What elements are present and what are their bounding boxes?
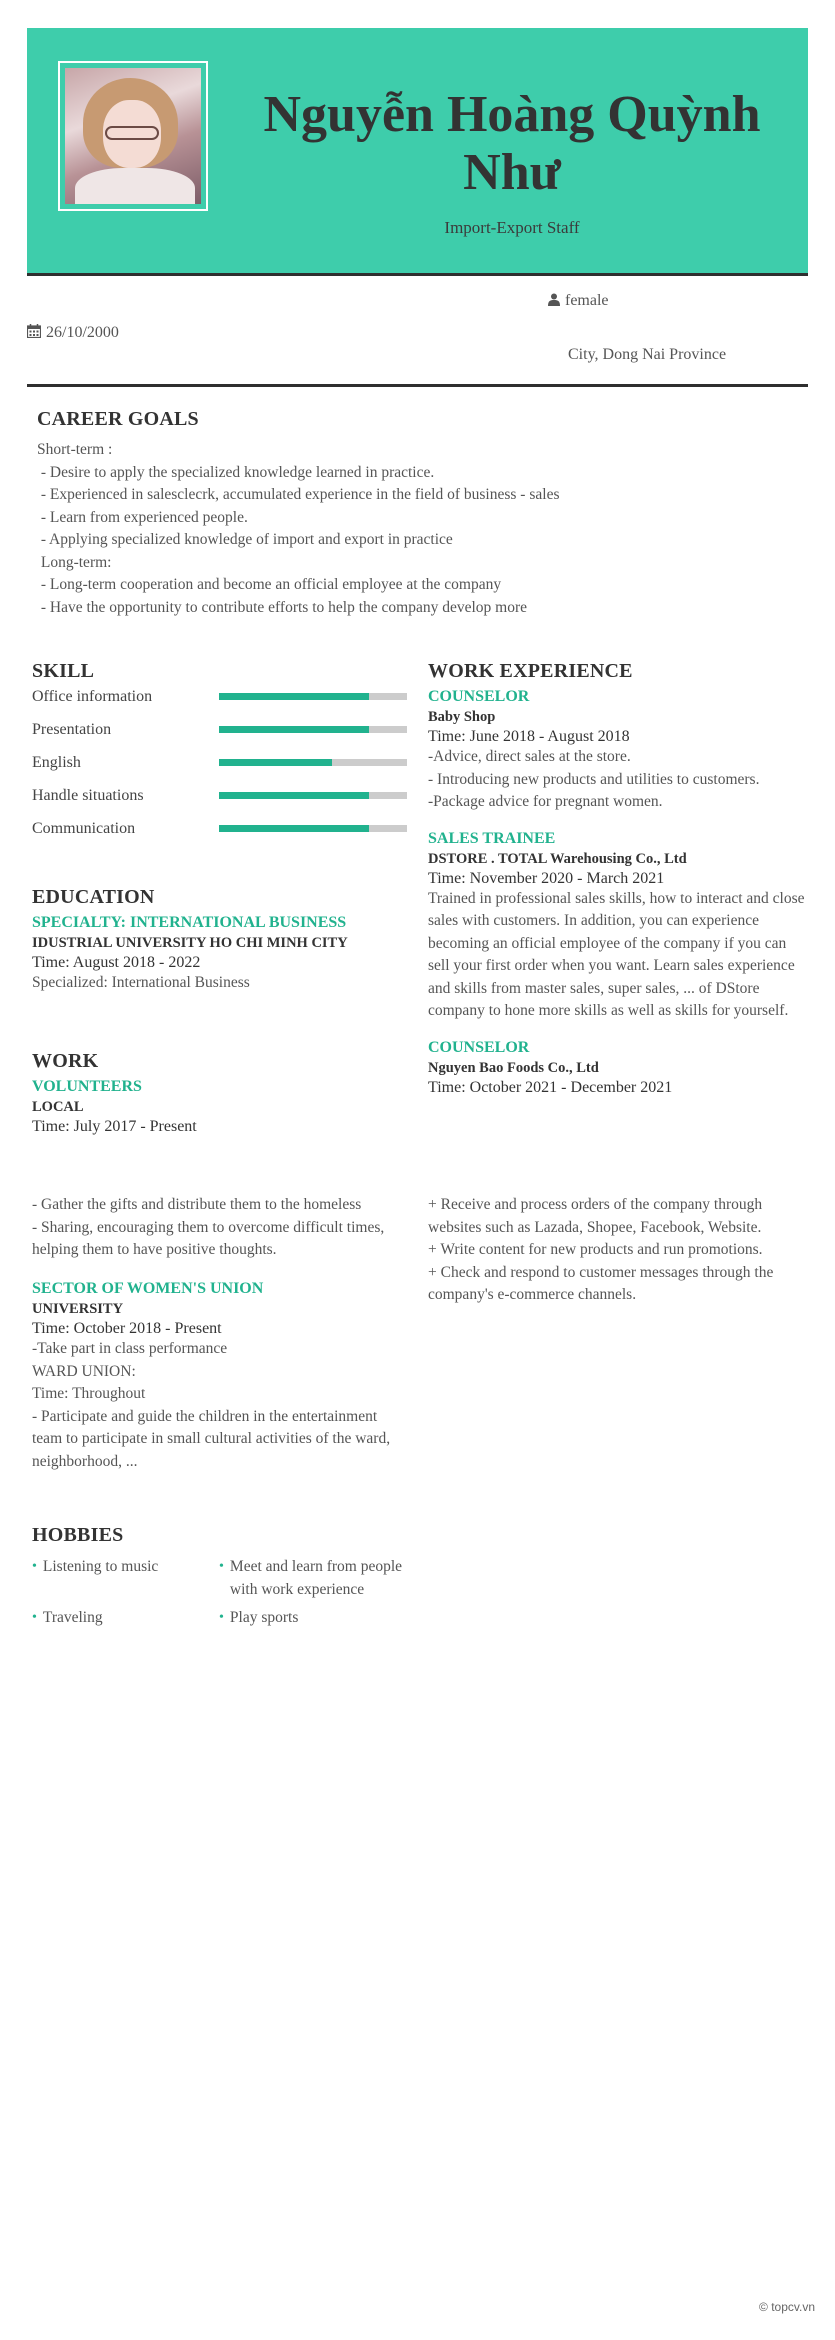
skill-row bbox=[32, 820, 407, 853]
skill-bar-fill bbox=[219, 693, 369, 700]
hobbies-title: HOBBIES bbox=[32, 1524, 124, 1546]
bullet-icon: • bbox=[32, 1559, 37, 1574]
skill-bar-fill bbox=[219, 726, 369, 733]
bullet-icon: • bbox=[32, 1610, 37, 1625]
experience-section bbox=[428, 660, 808, 1097]
hobby-item: • Play sports bbox=[219, 1607, 407, 1630]
work-description: - Gather the gifts and distribute them to the homeless - Sharing, encouraging them to overcome difficult times, helping them to have positive thoughts. bbox=[32, 1196, 385, 1258]
avatar-frame bbox=[58, 61, 208, 211]
experience-description: -Advice, direct sales at the store. - Introducing new products and utilities to customers. -Package advice for pregnant women. bbox=[428, 748, 760, 810]
calendar-icon bbox=[27, 324, 41, 343]
work-role: VOLUNTEERS bbox=[32, 1078, 142, 1095]
hobby-item: • Listening to music bbox=[32, 1556, 219, 1601]
birth-date: 26/10/2000 bbox=[46, 324, 119, 341]
work-role: SECTOR OF WOMEN'S UNION bbox=[32, 1280, 264, 1297]
education-title: EDUCATION bbox=[32, 886, 155, 908]
work-org: LOCAL bbox=[32, 1099, 84, 1115]
experience-time: Time: November 2020 - March 2021 bbox=[428, 869, 665, 887]
education-specialized: Specialized: International Business bbox=[32, 974, 250, 991]
experience-description: Trained in professional sales skills, how to interact and close sales with customers. In addition, you can experience becoming an official employee of the company if you can sell your first order when you want. Learn sales experience and skills from master sales, super sales, ... of DStore company to hone more skills as well as skills for yourself. bbox=[428, 889, 805, 1019]
experience-role: COUNSELOR bbox=[428, 1038, 530, 1056]
skill-row bbox=[32, 787, 407, 820]
avatar bbox=[65, 68, 201, 204]
skill-bar-fill bbox=[219, 792, 369, 799]
hobbies-list bbox=[32, 1556, 407, 1630]
experience-time: Time: October 2021 - December 2021 bbox=[428, 1078, 673, 1096]
footer-watermark: © topcv.vn bbox=[759, 2300, 815, 2314]
skill-name: Communication bbox=[32, 820, 136, 837]
skill-name: Presentation bbox=[32, 721, 112, 738]
work-section bbox=[32, 1050, 407, 1136]
goal-line: Long-term: bbox=[37, 553, 112, 571]
experience-role: SALES TRAINEE bbox=[428, 829, 556, 847]
address: City, Dong Nai Province bbox=[568, 346, 727, 363]
work-description: -Take part in class performance WARD UNION: Time: Throughout - Participate and guide the children in the entertainment team to participate in small cultural activities of the ward, neighborhood, ... bbox=[32, 1340, 391, 1470]
bullet-icon: • bbox=[219, 1610, 224, 1625]
skills-title: SKILL bbox=[32, 660, 95, 682]
work-time: Time: October 2018 - Present bbox=[32, 1320, 222, 1337]
education-section bbox=[32, 886, 407, 995]
career-goals-section bbox=[37, 408, 797, 619]
gender-info bbox=[548, 292, 609, 311]
experience-org: DSTORE . TOTAL Warehousing Co., Ltd bbox=[428, 850, 687, 867]
skill-name: Handle situations bbox=[32, 787, 144, 804]
experience-description: + Receive and process orders of the company through websites such as Lazada, Shopee, Facebook, Website. + Write content for new products and run promotions. + Check and respond to customer messages through the company's e-commerce channels. bbox=[428, 1196, 774, 1303]
skill-bar bbox=[219, 759, 407, 766]
skills-list bbox=[32, 688, 407, 853]
skill-bar-fill bbox=[219, 759, 332, 766]
skill-name: Office information bbox=[32, 688, 153, 705]
birth-info bbox=[27, 324, 119, 343]
experience-org: Baby Shop bbox=[428, 709, 496, 725]
goal-line: - Experienced in salesclecrk, accumulated experience in the field of business - sales bbox=[37, 486, 560, 503]
skill-row bbox=[32, 721, 407, 754]
education-time: Time: August 2018 - 2022 bbox=[32, 954, 201, 971]
bullet-icon: • bbox=[219, 1559, 224, 1574]
skill-row bbox=[32, 688, 407, 721]
hobby-item: • Meet and learn from people with work experience bbox=[219, 1556, 407, 1601]
experience-org: Nguyen Bao Foods Co., Ltd bbox=[428, 1059, 599, 1076]
work-org: UNIVERSITY bbox=[32, 1301, 124, 1317]
cv-header bbox=[27, 28, 808, 276]
education-specialty: SPECIALTY: INTERNATIONAL BUSINESS bbox=[32, 914, 347, 931]
goal-line: Short-term : bbox=[37, 441, 113, 458]
experience-role: COUNSELOR bbox=[428, 688, 530, 705]
goal-line: - Learn from experienced people. bbox=[37, 508, 248, 526]
full-name: Nguyễn Hoàng Quỳnh Như bbox=[263, 86, 761, 201]
skill-bar bbox=[219, 792, 407, 799]
goal-line: - Have the opportunity to contribute efforts to help the company develop more bbox=[37, 598, 527, 616]
skill-name: English bbox=[32, 754, 81, 771]
experience-time: Time: June 2018 - August 2018 bbox=[428, 728, 630, 745]
job-position: Import-Export Staff bbox=[444, 218, 580, 237]
hobby-item: • Traveling bbox=[32, 1607, 219, 1630]
user-icon bbox=[548, 293, 560, 311]
work-title: WORK bbox=[32, 1050, 99, 1072]
goal-line: - Applying specialized knowledge of import and export in practice bbox=[37, 531, 453, 548]
career-goals-title: CAREER GOALS bbox=[37, 408, 199, 430]
work-time: Time: July 2017 - Present bbox=[32, 1118, 197, 1135]
gender-value: female bbox=[565, 292, 609, 309]
skill-bar-fill bbox=[219, 825, 369, 832]
goal-line: - Long-term cooperation and become an official employee at the company bbox=[37, 576, 502, 593]
skill-bar bbox=[219, 726, 407, 733]
experience-title: WORK EXPERIENCE bbox=[428, 660, 633, 682]
header-divider bbox=[27, 384, 808, 387]
education-school: IDUSTRIAL UNIVERSITY HO CHI MINH CITY bbox=[32, 935, 348, 951]
skill-row bbox=[32, 754, 407, 787]
skill-bar bbox=[219, 825, 407, 832]
skill-bar bbox=[219, 693, 407, 700]
goal-line: - Desire to apply the specialized knowledge learned in practice. bbox=[37, 463, 435, 481]
work-item bbox=[32, 1280, 407, 1473]
